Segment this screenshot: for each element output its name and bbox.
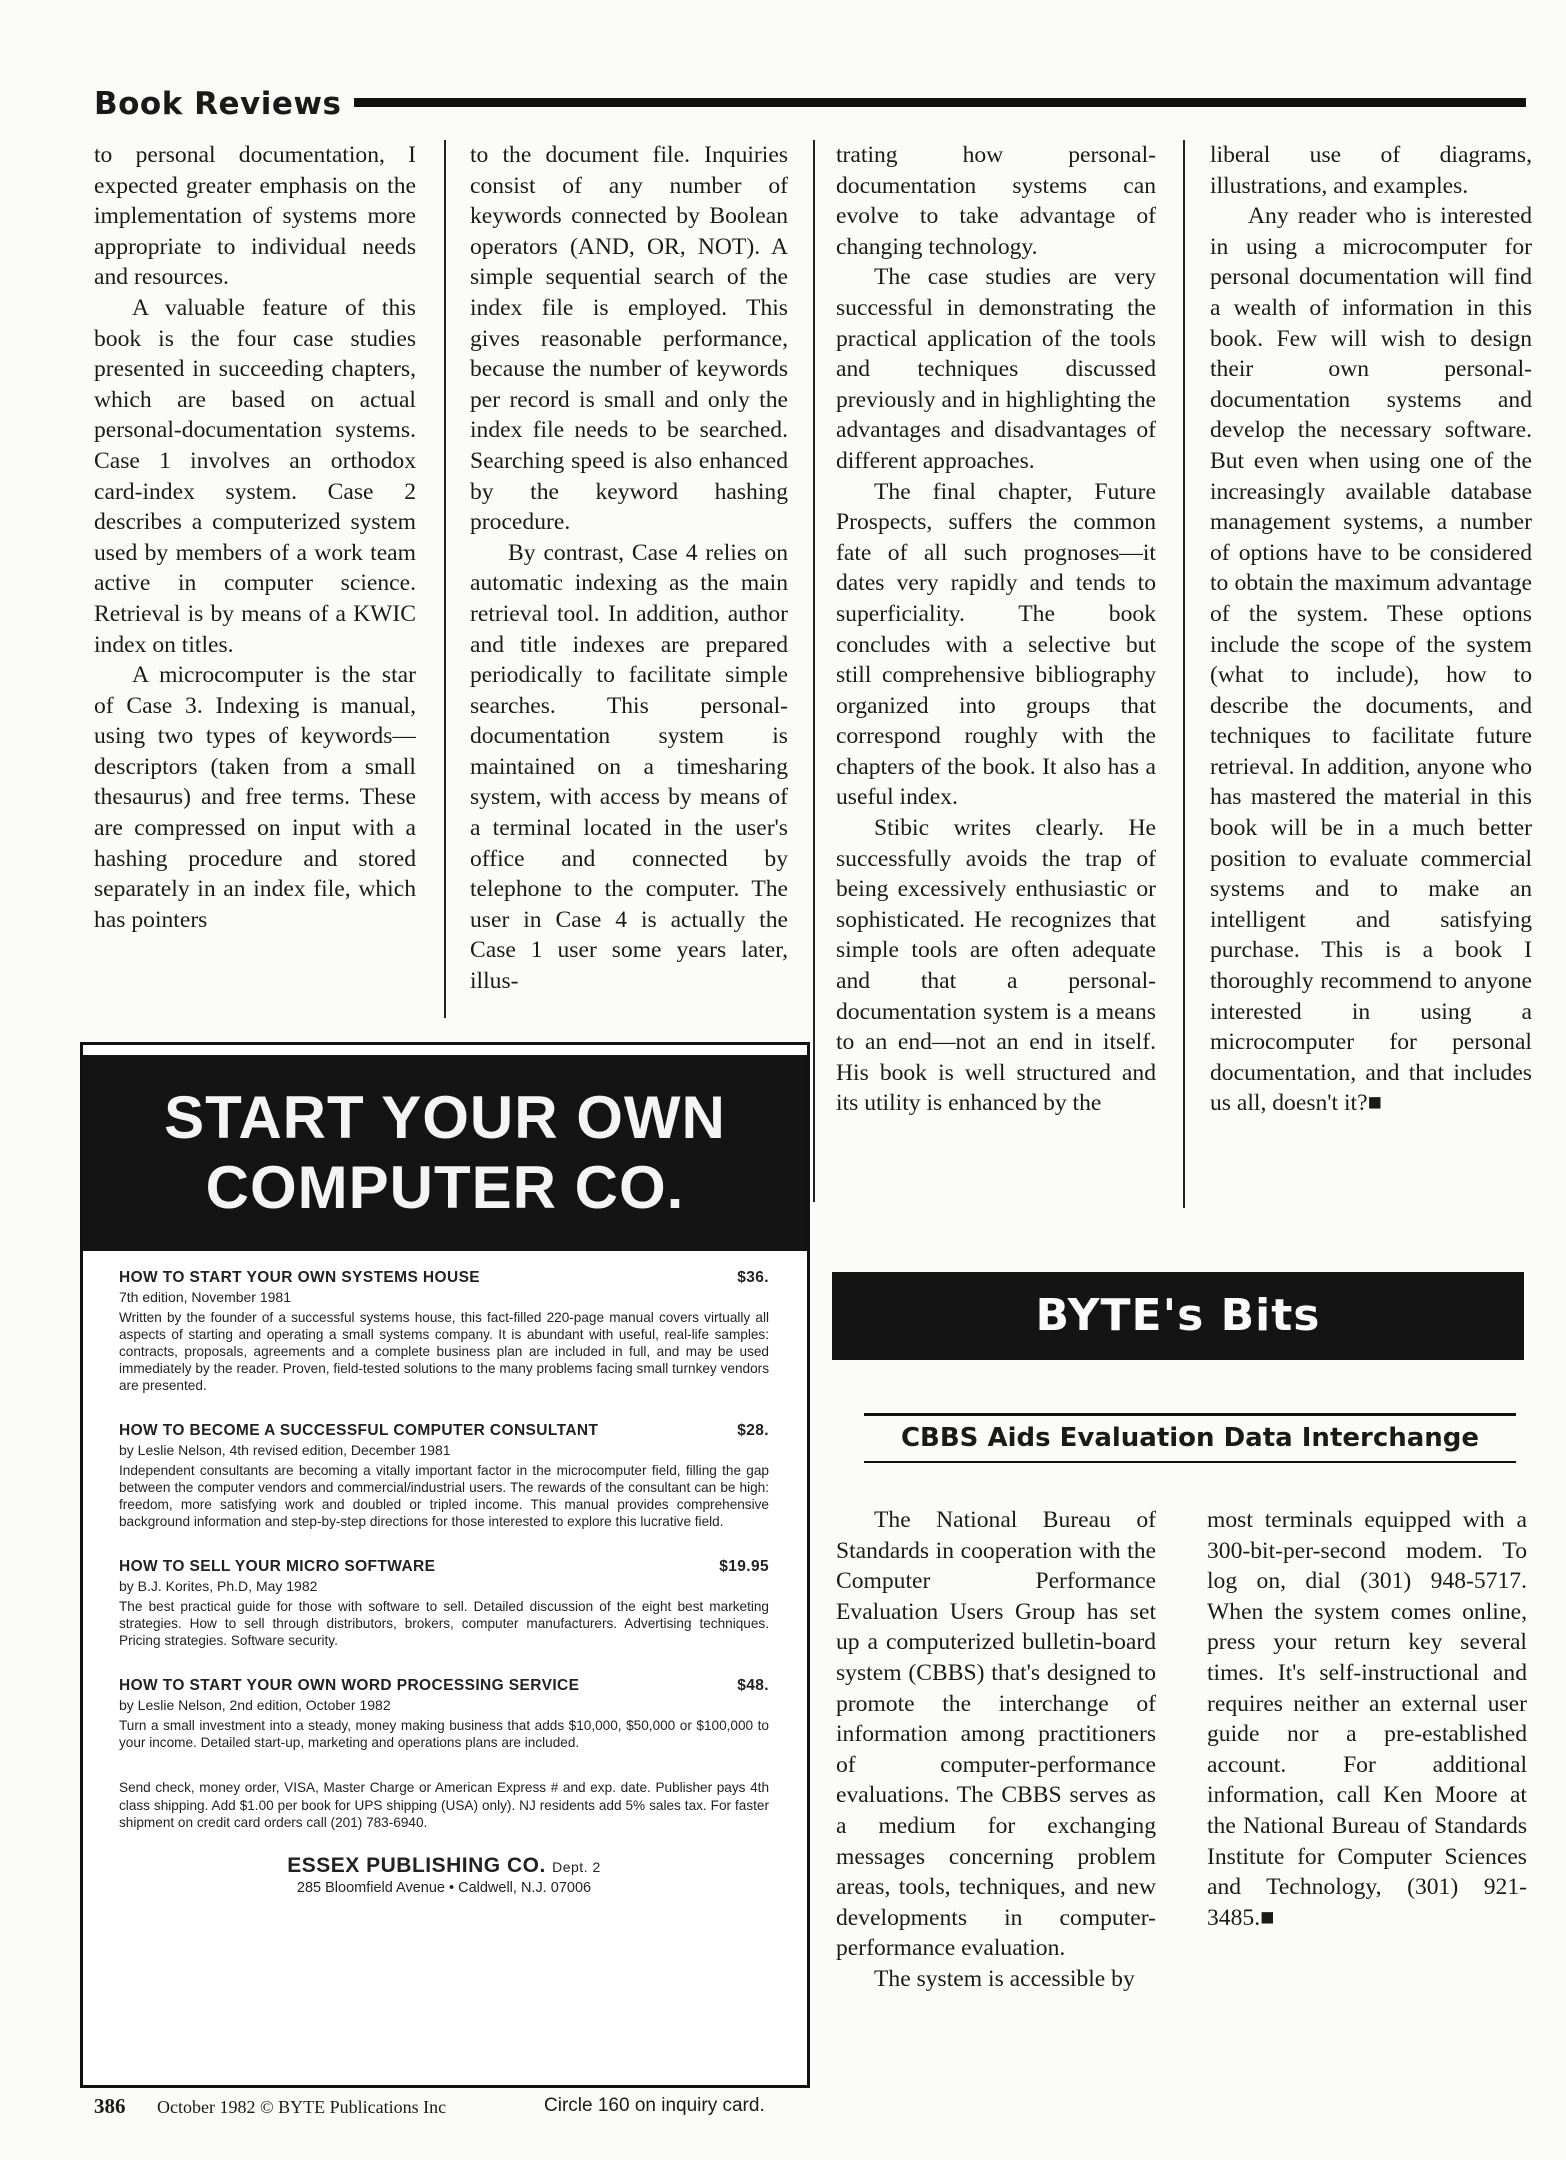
book-listing [119, 1269, 769, 1394]
paragraph: Stibic writes clearly. He successfully avoids the trap of being excessively enthusiastic or sophisticated. He recognizes that simple tools are often adequate and that a personal-documentation system is a means to an end—not an end in itself. His book is well structured and its utility is enhanced by the [836, 815, 1156, 1117]
paragraph: trating how personal-documentation systems can evolve to take advantage of changing technology. [836, 142, 1156, 260]
book-listing [119, 1677, 769, 1751]
publisher-name: ESSEX PUBLISHING CO. [287, 1853, 546, 1877]
headline-rule-bottom [864, 1461, 1516, 1463]
book-byline: by Leslie Nelson, 4th revised edition, December 1981 [119, 1442, 451, 1458]
ad-body [119, 1269, 769, 1896]
page-number: 386 [94, 2094, 126, 2118]
paragraph: By contrast, Case 4 relies on automatic indexing as the main retrieval tool. In addition, author and title indexes are prepared periodically to facilitate simple searches. This personal-documentation system is maintained on a timesharing system, with access by means of a terminal located in the user's office and connected by telephone to the computer. The user in Case 4 is actually the Case 1 user some years later, illus- [470, 539, 788, 995]
order-instructions: Send check, money order, VISA, Master Charge or American Express # and exp. date. Publisher pays 4th class shipping. Add $1.00 per book for UPS shipping (USA) only). NJ residents add 5% sales tax. For faster shipment on credit card orders call (201) 783-6940. [119, 1780, 769, 1830]
paragraph: liberal use of diagrams, illustrations, and examples. [1210, 142, 1532, 199]
paragraph: Any reader who is interested in using a microcomputer for personal documentation will find a wealth of information in this book. Few will wish to design their own personal-documentation systems and develop the necessary software. But even when using one of the increasingly available database management systems, a number of options have to be considered to obtain the maximum advantage of the system. These options include the scope of the system (what to include), how to describe the documents, and techniques to facilitate future retrieval. In addition, anyone who has mastered the material in this book will be in a much better position to evaluate commercial systems and to make an intelligent and satisfying purchase. This is a book I thoroughly recommend to anyone interested in using a microcomputer for personal documentation, and that includes us all, doesn't it?■ [1210, 203, 1532, 1117]
publisher-address: 285 Bloomfield Avenue • Caldwell, N.J. 07006 [296, 1879, 592, 1896]
paragraph: A valuable feature of this book is the four case studies presented in succeeding chapters, which are based on actual personal-documentation systems. Case 1 involves an orthodox card-index system. Case 2 describes a computerized system used by members of a work team active in computer science. Retrieval is by means of a KWIC index on titles. [94, 294, 416, 658]
ad-headline-line1: START YOUR OWN [164, 1084, 726, 1151]
book-description: Independent consultants are becoming a vitally important factor in the microcomputer field, filling the gap between the computer vendors and commercial/industrial users. The rewards of the consultant can be high: freedom, more satisfying work and doubled or tripled income. This manual provides comprehensive background information and step-by-step directions for those interested to explore this lucrative field. [119, 1463, 769, 1529]
review-column-1 [94, 140, 416, 935]
paragraph: to personal documentation, I expected greater emphasis on the implementation of systems more appropriate to individual needs and resources. [94, 142, 416, 291]
inquiry-line: Circle 160 on inquiry card. [544, 2095, 765, 2116]
book-listing [119, 1422, 769, 1530]
paragraph: The system is accessible by [874, 1965, 1135, 1992]
paragraph: The final chapter, Future Prospects, suffers the common fate of all such prognoses—it dates very rapidly and tends to superficiality. The book concludes with a selective but still comprehensive bibliography organized into groups that correspond roughly with the chapters of the book. It also has a useful index. [836, 478, 1156, 811]
ad-headline [83, 1055, 807, 1251]
book-title: HOW TO START YOUR OWN WORD PROCESSING SERVICE [119, 1677, 580, 1694]
news-column-2 [1207, 1505, 1527, 1933]
review-column-2 [470, 140, 788, 997]
section-title: Book Reviews [94, 86, 342, 122]
book-description: Turn a small investment into a steady, money making business that adds $10,000, $50,000 or $100,000 to your income. Detailed start-up, marketing and operations plans are included. [119, 1718, 769, 1750]
paragraph: The National Bureau of Standards in cooperation with the Computer Performance Evaluation Users Group has set up a computerized bulletin-board system (CBBS) that's designed to promote the interchange of information among practitioners of computer-performance evaluations. The CBBS serves as a medium for exchanging messages concerning problem areas, tools, techniques, and new developments in computer-performance evaluation. [836, 1507, 1156, 1962]
news-headline: CBBS Aids Evaluation Data Interchange [900, 1423, 1480, 1453]
book-title: HOW TO BECOME A SUCCESSFUL COMPUTER CONSULTANT [119, 1422, 599, 1439]
book-description: Written by the founder of a successful systems house, this fact-filled 220-page manual covers virtually all aspects of starting and operating a small systems company. It is abundant with useful, real-life samples: contracts, proposals, agreements and a complete business plan are included in full, and may be used immediately by the reader. Proven, field-tested solutions to the many problems facing small turnkey vendors are presented. [119, 1310, 769, 1393]
publisher-block [119, 1854, 769, 1896]
advertisement [80, 1042, 810, 2088]
book-title: HOW TO START YOUR OWN SYSTEMS HOUSE [119, 1269, 481, 1286]
issue-line: October 1982 © BYTE Publications Inc [157, 2097, 447, 2117]
book-listing [119, 1558, 769, 1649]
book-byline: by B.J. Korites, Ph.D, May 1982 [119, 1578, 318, 1594]
news-column-1 [836, 1505, 1156, 1995]
column-divider [1183, 140, 1185, 1208]
paragraph: A microcomputer is the star of Case 3. Indexing is manual, using two types of keywords—descriptors (taken from a small thesaurus) and free terms. These are compressed on input with a hashing procedure and stored separately in an index file, which has pointers [94, 662, 416, 933]
ad-headline-line2: COMPUTER CO. [205, 1154, 685, 1221]
book-price: $36. [737, 1269, 769, 1286]
book-title: HOW TO SELL YOUR MICRO SOFTWARE [119, 1558, 436, 1575]
book-price: $48. [737, 1677, 769, 1694]
book-description: The best practical guide for those with software to sell. Detailed discussion of the eight best marketing strategies. How to sell through distributors, brokers, computer manufacturers. Advertising techniques. Pricing strategies. Software security. [119, 1599, 769, 1648]
paragraph: most terminals equipped with a 300-bit-per-second modem. To log on, dial (301) 948-5717. When the system comes online, press your return key several times. It's self-instructional and requires neither an external user guide nor a pre-established account. For additional information, call Ken Moore at the National Bureau of Standards Institute for Computer Sciences and Technology, (301) 921-3485.■ [1207, 1507, 1527, 1931]
review-column-3 [836, 140, 1156, 1119]
book-price: $28. [737, 1422, 769, 1439]
book-price: $19.95 [719, 1558, 769, 1575]
paragraph: to the document file. Inquiries consist of any number of keywords connected by Boolean operators (AND, OR, NOT). A simple sequential search of the index file is employed. This gives reasonable performance, because the number of keywords per record is small and only the index file needs to be searched. Searching speed is also enhanced by the keyword hashing procedure. [470, 142, 788, 536]
column-divider [813, 140, 815, 1202]
column-divider [444, 140, 446, 1018]
book-byline: 7th edition, November 1981 [119, 1289, 291, 1305]
publisher-dept: Dept. 2 [552, 1858, 601, 1875]
paragraph: The case studies are very successful in demonstrating the practical application of the tools and techniques discussed previously and in highlighting the advantages and disadvantages of different approaches. [836, 264, 1156, 474]
headline-rule-top [864, 1413, 1516, 1416]
book-byline: by Leslie Nelson, 2nd edition, October 1982 [119, 1697, 391, 1713]
header-rule [354, 98, 1526, 107]
review-column-4 [1210, 140, 1532, 1119]
bytes-bits-banner: BYTE's Bits [832, 1272, 1524, 1360]
